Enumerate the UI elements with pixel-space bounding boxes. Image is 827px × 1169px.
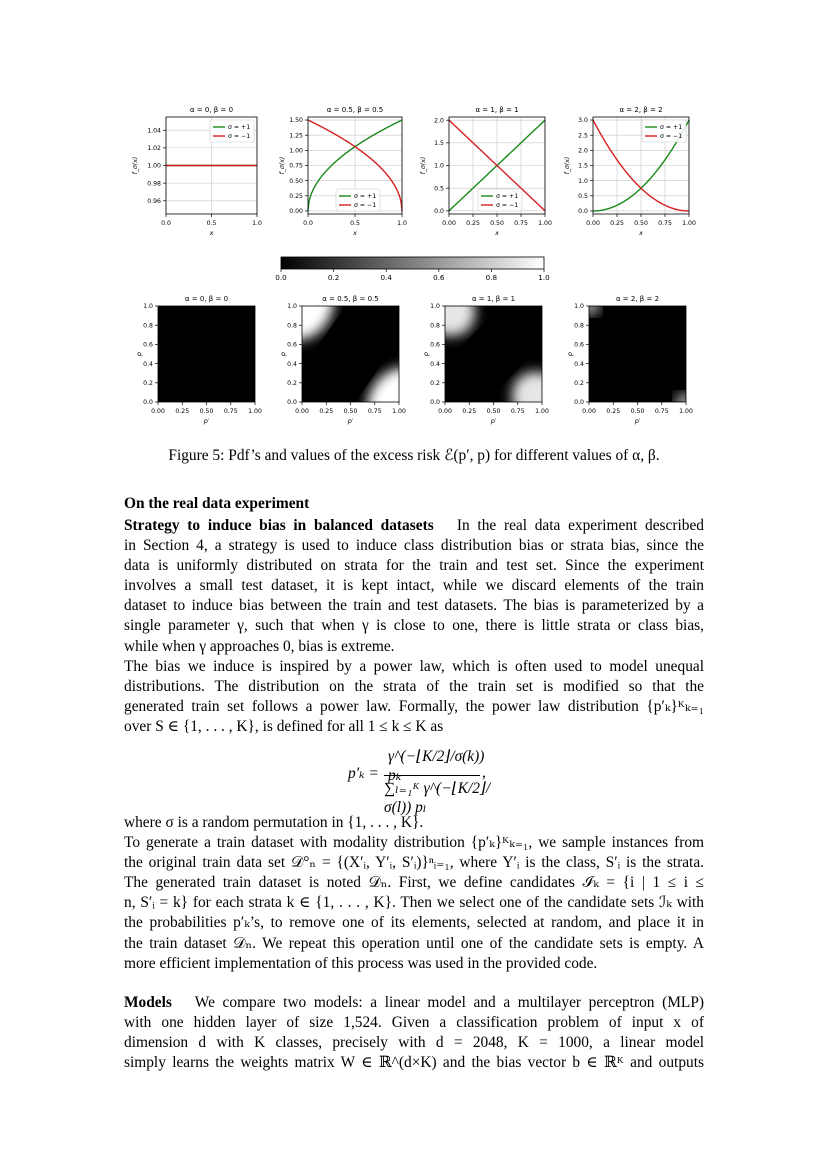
- legend-label: σ = −1: [496, 202, 519, 210]
- x-tick-label: 0.50: [634, 220, 648, 227]
- x-tick-label: 0.00: [151, 408, 165, 415]
- heatmap-image: [158, 306, 255, 402]
- para2-line: The bias we induce is inspired by a power law, which is often used to model unequal: [124, 657, 704, 675]
- x-tick-label: 1.00: [682, 220, 696, 227]
- plot-title: α = 2, β = 2: [619, 106, 663, 114]
- figure-5: [0, 0, 827, 440]
- colorbar-tick-label: 0.0: [275, 273, 287, 282]
- plot-title: α = 0, β = 0: [189, 106, 234, 114]
- y-tick-label: 0.6: [574, 341, 584, 349]
- models-line: with one hidden layer of size 1,524. Given a classification problem of input x of: [124, 1014, 704, 1032]
- para3-line: more efficient implementation of this process was used in the provided code.: [124, 954, 598, 972]
- colorbar: [275, 257, 550, 282]
- plot-title: α = 0.5, β = 0.5: [326, 106, 384, 114]
- para1-line: involves a small test dataset, it is kept intact, while we discard elements of the train: [124, 577, 704, 595]
- y-tick-label: 0.2: [430, 380, 440, 387]
- x-tick-label: 0.00: [586, 220, 600, 227]
- heatmap-background: [158, 306, 255, 402]
- y-tick-label: 0.8: [574, 322, 584, 330]
- y-tick-label: 1.0: [143, 303, 153, 311]
- legend-label: σ = +1: [354, 193, 377, 201]
- y-tick-label: 0.0: [287, 399, 297, 407]
- y-tick-label: 0.4: [143, 360, 153, 368]
- y-tick-label: 0.0: [578, 208, 588, 216]
- plot-title: α = 1, β = 1: [471, 295, 516, 303]
- fraction-bar: [384, 775, 480, 776]
- legend-label: σ = −1: [354, 202, 377, 210]
- equation-numerator: γ^(−⌊K/2⌋/σ(k)) pₖ: [388, 748, 485, 784]
- y-axis-label: f_σ(x): [279, 156, 286, 175]
- para3-line: To generate a train dataset with modality distribution {p′ₖ}ᴷₖ₌₁, we sample instances from: [124, 834, 704, 852]
- y-axis-label: f_σ(x): [420, 156, 427, 175]
- x-tick-label: 0.50: [630, 408, 645, 415]
- y-tick-label: 0.4: [430, 360, 440, 368]
- y-axis-label: p: [422, 351, 430, 357]
- plot-title: α = 2, β = 2: [615, 295, 660, 303]
- y-axis-label: p: [279, 351, 287, 357]
- x-tick-label: 1.0: [252, 220, 262, 227]
- colorbar-tick-label: 1.0: [538, 273, 550, 282]
- y-tick-label: 0.0: [430, 399, 440, 407]
- y-tick-label: 0.25: [289, 193, 303, 201]
- equation-lhs: p′ₖ =: [348, 765, 379, 782]
- y-tick-label: 1.0: [574, 303, 584, 311]
- x-tick-label: 0.00: [438, 408, 452, 415]
- x-tick-label: 1.00: [538, 220, 552, 227]
- x-axis-label: p′: [634, 417, 641, 425]
- para1-line: dataset to induce bias between the train and test datasets. The bias is parameterized by a: [124, 597, 704, 615]
- y-tick-label: 1.04: [147, 127, 161, 135]
- x-tick-label: 0.0: [161, 220, 171, 227]
- figure-caption: Figure 5: Pdf’s and values of the excess risk ℰ(p′, p) for different values of α, β.: [168, 447, 660, 464]
- y-tick-label: 2.0: [434, 117, 444, 125]
- para2-line: over S ∈ {1, . . . , K}, is defined for all 1 ≤ k ≤ K as: [124, 717, 444, 735]
- y-tick-label: 0.50: [289, 177, 303, 185]
- y-tick-label: 1.00: [289, 147, 303, 155]
- para3-line: where σ is a random permutation in {1, . . . , K}.: [124, 814, 424, 831]
- x-tick-label: 0.75: [514, 220, 528, 227]
- excess-risk-heatmap: [262, 264, 439, 440]
- models-first-line: [124, 993, 704, 1013]
- x-axis-label: p′: [347, 417, 354, 425]
- y-tick-label: 0.6: [143, 341, 153, 349]
- x-axis-label: x: [353, 229, 357, 237]
- y-tick-label: 1.5: [434, 140, 444, 148]
- legend-label: σ = −1: [660, 133, 683, 141]
- y-tick-label: 2.5: [578, 132, 588, 140]
- x-tick-label: 0.50: [486, 408, 501, 415]
- para1-first-line: [124, 516, 704, 536]
- y-tick-label: 0.2: [287, 380, 297, 387]
- x-axis-label: p′: [203, 417, 210, 425]
- x-tick-label: 0.00: [582, 408, 596, 415]
- para2-line: generated train set follows a power law. Formally, the power law distribution {p′ₖ}ᴷₖ₌₁: [124, 697, 704, 715]
- x-axis-label: x: [639, 229, 643, 237]
- y-tick-label: 0.0: [434, 208, 444, 216]
- x-tick-label: 0.75: [654, 408, 669, 415]
- equation-comma: ,: [482, 764, 486, 781]
- y-tick-label: 0.2: [574, 380, 584, 387]
- colorbar-tick-label: 0.2: [327, 273, 340, 282]
- pdf-plot: [564, 106, 696, 237]
- y-tick-label: 0.75: [289, 162, 303, 170]
- excess-risk-heatmap: [135, 295, 262, 425]
- y-axis-label: p: [135, 351, 143, 357]
- legend-label: σ = −1: [228, 133, 251, 141]
- legend-label: σ = +1: [660, 124, 683, 132]
- para3-line: The generated train dataset is noted 𝒟ₙ. First, we define candidates ℐₖ = {i | 1 ≤ i ≤: [124, 874, 704, 892]
- para1-line: single parameter γ, such that when γ is close to one, there is little strata or class bias,: [124, 617, 704, 635]
- x-tick-label: 0.25: [606, 408, 621, 415]
- y-tick-label: 0.0: [143, 399, 153, 407]
- y-tick-label: 0.6: [430, 341, 440, 349]
- y-tick-label: 0.0: [574, 399, 584, 407]
- x-tick-label: 1.00: [679, 408, 693, 415]
- y-tick-label: 1.0: [430, 303, 440, 311]
- y-tick-label: 1.0: [287, 303, 297, 311]
- x-axis-label: p′: [490, 417, 497, 425]
- x-tick-label: 1.00: [248, 408, 262, 415]
- y-tick-label: 3.0: [578, 117, 588, 125]
- y-tick-label: 1.25: [289, 132, 303, 140]
- y-tick-label: 1.5: [578, 162, 588, 170]
- legend-label: σ = +1: [496, 193, 519, 201]
- y-axis-label: p: [566, 351, 574, 357]
- para3-line: n, S′ᵢ = k} for each strata k ∈ {1, . . . , K}. Then we select one of the candidate sets ℐₖ with: [124, 894, 704, 912]
- y-tick-label: 0.5: [578, 193, 588, 201]
- colorbar-tick-label: 0.6: [433, 273, 445, 282]
- pdf-plot: [420, 106, 552, 237]
- x-tick-label: 0.75: [510, 408, 525, 415]
- y-tick-label: 1.02: [147, 145, 161, 153]
- pdf-plot: [279, 106, 407, 237]
- y-tick-label: 0.96: [147, 197, 161, 205]
- x-tick-label: 0.5: [206, 220, 217, 227]
- section-heading: On the real data experiment: [124, 495, 310, 512]
- x-tick-label: 0.00: [442, 220, 456, 227]
- legend: [210, 120, 254, 142]
- y-tick-label: 0.2: [143, 380, 153, 387]
- y-tick-label: 0.8: [143, 322, 153, 330]
- x-tick-label: 0.25: [610, 220, 624, 227]
- x-tick-label: 0.25: [319, 408, 334, 415]
- x-tick-label: 0.50: [199, 408, 214, 415]
- x-tick-label: 0.5: [350, 220, 360, 227]
- y-tick-label: 0.4: [287, 360, 297, 368]
- y-tick-label: 1.0: [434, 162, 444, 170]
- x-tick-label: 1.00: [535, 408, 549, 415]
- y-tick-label: 1.00: [147, 162, 161, 170]
- y-tick-label: 2.0: [578, 147, 588, 155]
- para1-line: in Section 4, a strategy is used to induce class distribution bias or strata bias, since the: [124, 537, 704, 555]
- heatmap-image: [577, 296, 697, 411]
- x-axis-label: x: [209, 229, 214, 237]
- excess-risk-heatmap: [403, 264, 585, 440]
- x-axis-label: x: [495, 229, 499, 237]
- colorbar-tick-label: 0.8: [485, 273, 498, 282]
- para1-line: while when γ approaches 0, bias is extreme.: [124, 637, 395, 655]
- para3-line: the original train data set 𝒟°ₙ = {(X′ᵢ, Y′ᵢ, S′ᵢ)}ⁿᵢ₌₁, where Y′ᵢ is the class, S′ᵢ is the strata.: [124, 854, 704, 872]
- y-tick-label: 0.8: [287, 322, 297, 330]
- y-tick-label: 0.6: [287, 341, 297, 349]
- legend-label: σ = +1: [228, 124, 251, 132]
- x-tick-label: 0.75: [658, 220, 672, 227]
- x-tick-label: 0.00: [295, 408, 309, 415]
- legend: [336, 189, 380, 211]
- y-axis-label: f_σ(x): [132, 156, 139, 175]
- x-tick-label: 0.75: [223, 408, 238, 415]
- y-tick-label: 0.98: [147, 180, 161, 188]
- colorbar-tick-label: 0.4: [380, 273, 392, 282]
- legend: [642, 120, 686, 142]
- y-axis-label: f_σ(x): [564, 156, 571, 175]
- para2-line: distributions. The distribution on the strata of the train set is modified so that the: [124, 677, 704, 695]
- x-tick-label: 0.0: [303, 220, 313, 227]
- x-tick-label: 0.25: [466, 220, 480, 227]
- y-tick-label: 0.00: [289, 208, 303, 216]
- plot-title: α = 0.5, β = 0.5: [322, 295, 379, 303]
- plot-title: α = 0, β = 0: [184, 295, 229, 303]
- power-law-equation: [340, 747, 500, 816]
- models-line: dimension d with K classes, precisely with d = 2048, K = 1000, a linear model: [124, 1034, 704, 1052]
- y-tick-label: 1.0: [578, 177, 588, 185]
- x-tick-label: 0.25: [175, 408, 190, 415]
- para1-heading: Strategy to induce bias in balanced datasets: [124, 517, 434, 534]
- models-line: We compare two models: a linear model and a multilayer perceptron (MLP): [194, 994, 705, 1011]
- para1-line: data is uniformly distributed on strata for the train and test set. Since the experiment: [124, 557, 704, 575]
- models-line: simply learns the weights matrix W ∈ ℝ^(d×K) and the bias vector b ∈ ℝᴷ and outputs: [124, 1054, 704, 1072]
- y-tick-label: 0.4: [574, 360, 584, 368]
- x-tick-label: 0.75: [367, 408, 382, 415]
- y-tick-label: 0.5: [434, 185, 444, 193]
- x-tick-label: 0.25: [462, 408, 477, 415]
- y-tick-label: 0.8: [430, 322, 440, 330]
- x-tick-label: 1.0: [397, 220, 407, 227]
- plot-title: α = 1, β = 1: [475, 106, 519, 114]
- para3-line: the train dataset 𝒟ₙ. We repeat this operation until one of the candidate sets is empty. A: [124, 934, 704, 952]
- legend: [478, 189, 522, 211]
- equation-denominator: ∑ₗ₌₁ᴷ γ^(−⌊K/2⌋/σ(l)) pₗ: [384, 780, 491, 816]
- excess-risk-heatmap: [566, 295, 698, 425]
- y-tick-label: 1.50: [289, 117, 303, 125]
- x-tick-label: 0.50: [343, 408, 358, 415]
- pdf-plot: [132, 106, 262, 237]
- x-tick-label: 1.00: [392, 408, 406, 415]
- para1-line: In the real data experiment described: [456, 517, 704, 534]
- para3-line: the probabilities p′ₖ’s, to remove one of its elements, selected at random, and place it in: [124, 914, 704, 932]
- heatmap-background: [589, 306, 686, 402]
- models-heading: Models: [124, 994, 172, 1011]
- x-tick-label: 0.50: [490, 220, 504, 227]
